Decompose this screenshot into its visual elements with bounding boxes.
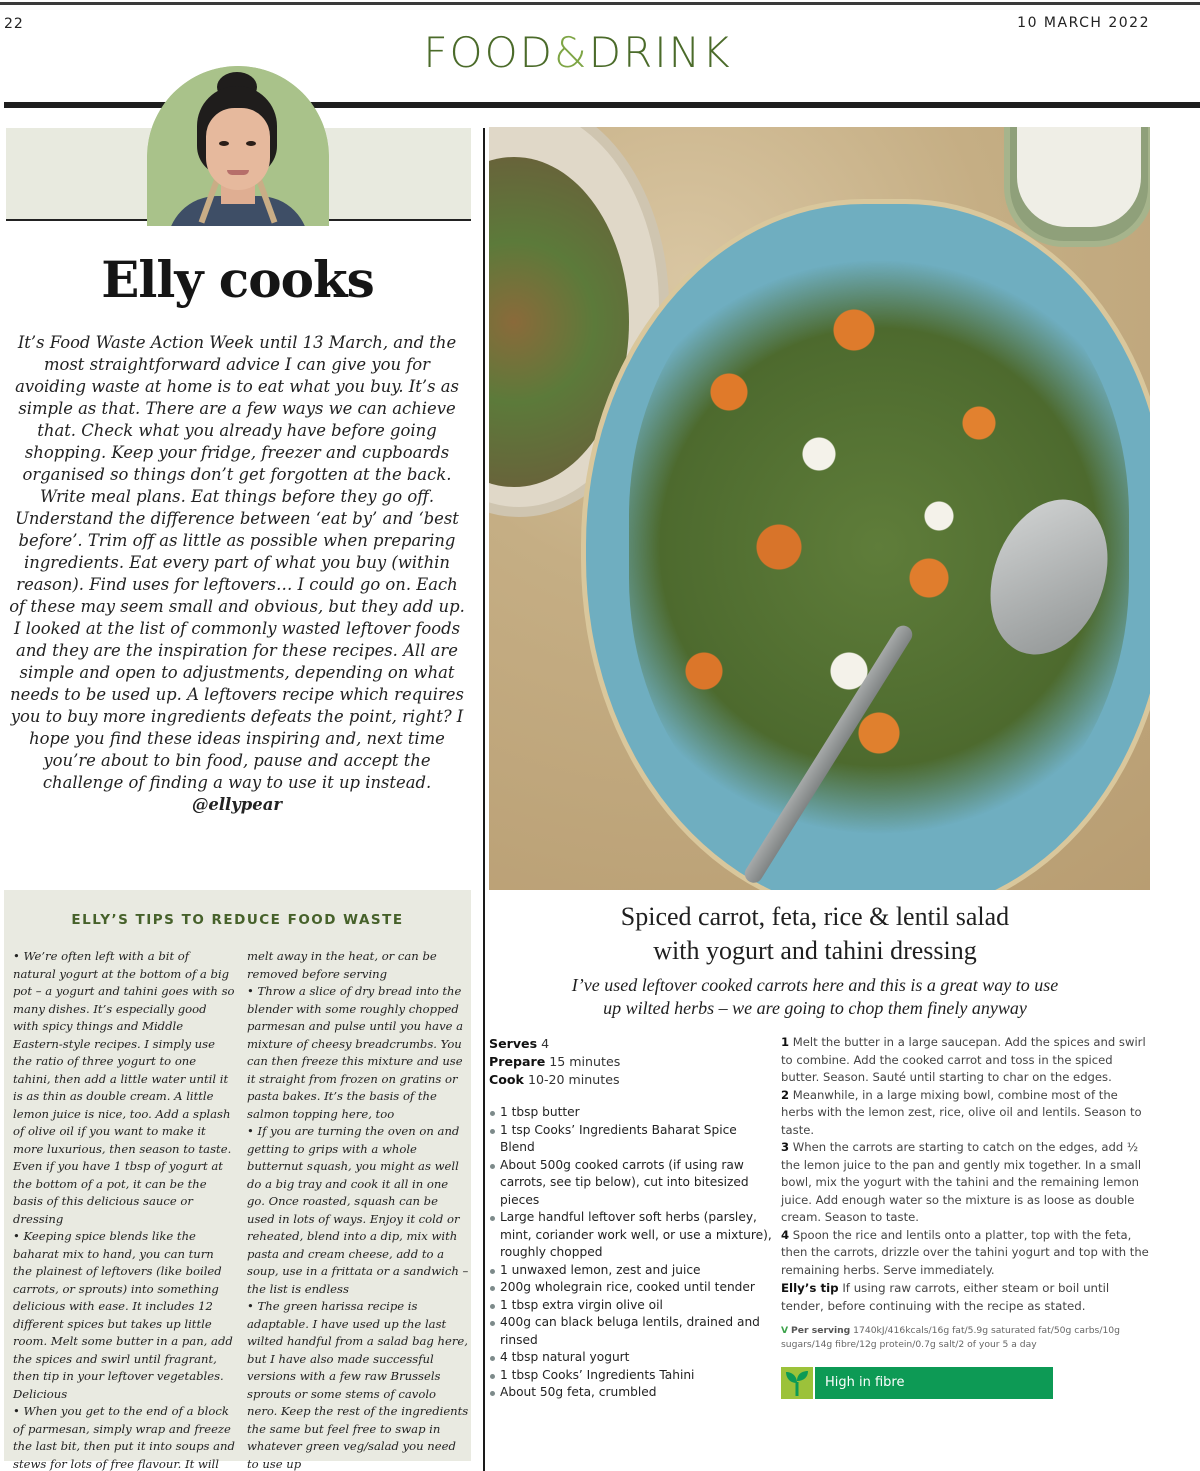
recipe-title-line-1: Spiced carrot, feta, rice & lentil salad	[620, 902, 1010, 931]
ingredient-item: 1 tbsp butter	[489, 1104, 774, 1122]
method-step	[781, 1139, 1151, 1227]
badge-label: High in fibre	[815, 1367, 1053, 1399]
ingredient-item: About 500g cooked carrots (if using raw carrots, see tip below), cut into bitesized pieces	[489, 1157, 774, 1210]
method-step	[781, 1087, 1151, 1140]
ingredients-list	[489, 1104, 774, 1402]
tip-item: • If you are turning the oven on and getting to grips with a whole butternut squash, you might as well do a big tray and cook it all in one go. Once roasted, squash can be used in lots of ways. Enjoy it cold or reheated, blend into a dip, mix with pasta and cream cheese, add to a soup, use in a frittata or a sandwich – the list is endless	[247, 1124, 469, 1296]
serves-value: 4	[541, 1036, 550, 1051]
ingredient-item: 4 tbsp natural yogurt	[489, 1349, 774, 1367]
page-number: 22	[4, 16, 24, 32]
portrait-mouth	[227, 170, 249, 175]
tip-item: • Throw a slice of dry bread into the blender with some roughly chopped parmesan and pulse until you have a mixture of cheesy breadcrumbs. You can then freeze this mixture and use it straight from frozen on gratins or pasta bakes. It’s the basis of the salmon topping here, too	[247, 984, 464, 1121]
ingredient-item: 1 unwaxed lemon, zest and juice	[489, 1262, 774, 1280]
tip-item: melt away in the heat, or can be removed before serving	[247, 949, 437, 981]
tip-item: • The green harissa recipe is adaptable. I have used up the last wilted handful from a salad bag here, but I have also made successful versions with a few raw Brussels sprouts or some stems of cavolo nero. Keep the rest of the ingredients the same but feel free to swap in whatever green veg/salad you need to use up	[247, 1299, 469, 1471]
intro-text: It’s Food Waste Action Week until 13 March, and the most straightforward advice I can give you for avoiding waste at home is to eat what you buy. It’s as simple as that. There are a few ways we can achieve that. Check what you already have before going shopping. Keep your fridge, freezer and cupboards organised so things don’t get forgotten at the back. Write meal plans. Eat things before they go off. Understand the difference between ‘eat by’ and ‘best before’. Trim off as little as possible when preparing ingredients. Eat every part of what you buy (within reason). Find uses for leftovers… I could go on. Each of these may seem small and obvious, but they add up. I looked at the list of commonly wasted leftover foods and they are the inspiration for these recipes. All are simple and open to adjustments, depending on what needs to be used up. A leftovers recipe which requires you to buy more ingredients defeats the point, right? I hope you find these ideas inspiring and, next time you’re about to bin food, pause and accept the challenge of finding a way to use it up instead.	[9, 333, 465, 792]
ingredient-item: Large handful leftover soft herbs (parsley, mint, coriander work well, or use a mixture), roughly chopped	[489, 1209, 774, 1262]
ellys-tip	[781, 1280, 1151, 1315]
masthead-ampersand: &	[553, 28, 589, 77]
column-title: Elly cooks	[101, 250, 374, 309]
sprout-icon	[781, 1367, 813, 1399]
column-divider	[483, 128, 485, 1471]
portrait-eye-left	[219, 141, 229, 146]
ingredient-item: 1 tbsp Cooks’ Ingredients Tahini	[489, 1367, 774, 1385]
author-portrait	[147, 66, 329, 226]
ingredient-item: 1 tbsp extra virgin olive oil	[489, 1297, 774, 1315]
prepare-label: Prepare	[489, 1054, 546, 1069]
ingredient-item: 200g wholegrain rice, cooked until tender	[489, 1279, 774, 1297]
salad-photo	[489, 127, 1150, 890]
cook-row	[489, 1071, 620, 1089]
method-step	[781, 1034, 1151, 1087]
step-number: 2	[781, 1087, 790, 1102]
step-text: Meanwhile, in a large mixing bowl, combine most of the herbs with the lemon zest, rice, olive oil and lentils. Season to taste.	[781, 1087, 1142, 1137]
prepare-value: 15 minutes	[549, 1054, 621, 1069]
masthead-drink: DRINK	[588, 28, 732, 77]
tips-box	[4, 890, 471, 1471]
tip-text: If using raw carrots, either steam or boil until tender, before continuing with the recipe as stated.	[781, 1281, 1110, 1313]
ingredient-item: About 50g feta, crumbled	[489, 1384, 774, 1402]
step-text: When the carrots are starting to catch on the edges, add ½ the lemon juice to the pan and gently mix together. In a small bowl, mix the yogurt with the tahini and the remaining lemon juice. Add enough water so the mixture is as loose as double cream. Season to taste.	[781, 1140, 1142, 1224]
issue-date: 10 MARCH 2022	[1017, 15, 1150, 31]
recipe-meta	[489, 1035, 620, 1089]
nutrition-label: Per serving	[791, 1325, 851, 1336]
vegetarian-icon: V	[781, 1325, 789, 1336]
cook-label: Cook	[489, 1072, 524, 1087]
step-number: 1	[781, 1035, 790, 1049]
prepare-row	[489, 1053, 620, 1071]
high-in-fibre-badge	[781, 1367, 1053, 1399]
tips-column-1	[13, 948, 235, 1471]
portrait-eye-right	[246, 141, 256, 146]
ingredient-item: 400g can black beluga lentils, drained and rinsed	[489, 1314, 774, 1349]
recipe-standfirst-line-1: I’ve used leftover cooked carrots here and this is a great way to use	[571, 975, 1059, 995]
tips-heading: ELLY’S TIPS TO REDUCE FOOD WASTE	[71, 912, 404, 928]
portrait-face	[206, 108, 270, 190]
step-number: 3	[781, 1140, 790, 1154]
recipe-standfirst-line-2: up wilted herbs – we are going to chop them finely anyway	[603, 998, 1027, 1018]
column-intro	[6, 332, 468, 816]
recipe-standfirst	[485, 974, 1145, 1020]
nutrition-values: 1740kJ/416kcals/16g fat/5.9g saturated fat/50g carbs/10g sugars/14g fibre/12g protein/0.7g salt/2 of your 5 a day	[781, 1325, 1120, 1350]
serves-label: Serves	[489, 1036, 538, 1051]
recipe-title-line-2: with yogurt and tahini dressing	[653, 936, 977, 965]
dressing-cream	[1017, 127, 1141, 227]
recipe-title	[485, 900, 1145, 968]
tip-item: • Keeping spice blends like the baharat mix to hand, you can turn the plainest of leftovers (like boiled carrots, or sprouts) into something delicious with ease. It includes 12 different spices but takes up little room. Melt some butter in a pan, add the spices and swirl until fragrant, then tip in your leftover vegetables. Delicious	[13, 1229, 233, 1401]
method-steps	[781, 1034, 1151, 1279]
masthead-food: FOOD	[423, 28, 554, 77]
ingredient-item: 1 tsp Cooks’ Ingredients Baharat Spice Blend	[489, 1122, 774, 1157]
section-masthead	[0, 28, 1155, 77]
serves-row	[489, 1035, 620, 1053]
nutrition-info	[781, 1324, 1151, 1352]
tip-item: • When you get to the end of a block of parmesan, simply wrap and freeze the last bit, then put it into soups and stews for lots of free flavour. It will	[13, 1404, 235, 1471]
tips-column-2	[247, 948, 469, 1471]
step-text: Spoon the rice and lentils onto a platter, top with the feta, then the carrots, drizzle over the tahini yogurt and top with the remaining herbs. Serve immediately.	[781, 1227, 1149, 1277]
method-step	[781, 1227, 1151, 1280]
cook-value: 10-20 minutes	[527, 1072, 620, 1087]
tip-item: • We’re often left with a bit of natural yogurt at the bottom of a big pot – a yogurt and tahini goes with so many dishes. It’s especially good with spicy things and Middle Eastern-style recipes. I simply use the ratio of three yogurt to one tahini, then add a little water until it is as thin as double cream. A little lemon juice is nice, too. Add a splash of olive oil if you want to make it more luxurious, then season to taste. Even if you have 1 tbsp of yogurt at the bottom of a pot, it can be the basis of this delicious sauce or dressing	[13, 949, 235, 1226]
top-rule	[0, 2, 1200, 5]
tip-label: Elly’s tip	[781, 1281, 839, 1295]
author-handle[interactable]: @ellypear	[192, 795, 282, 814]
step-text: Melt the butter in a large saucepan. Add the spices and swirl to combine. Add the cooked carrot and toss in the spiced butter. Season. Sauté until starting to char on the edges.	[781, 1035, 1146, 1084]
step-number: 4	[781, 1227, 790, 1242]
